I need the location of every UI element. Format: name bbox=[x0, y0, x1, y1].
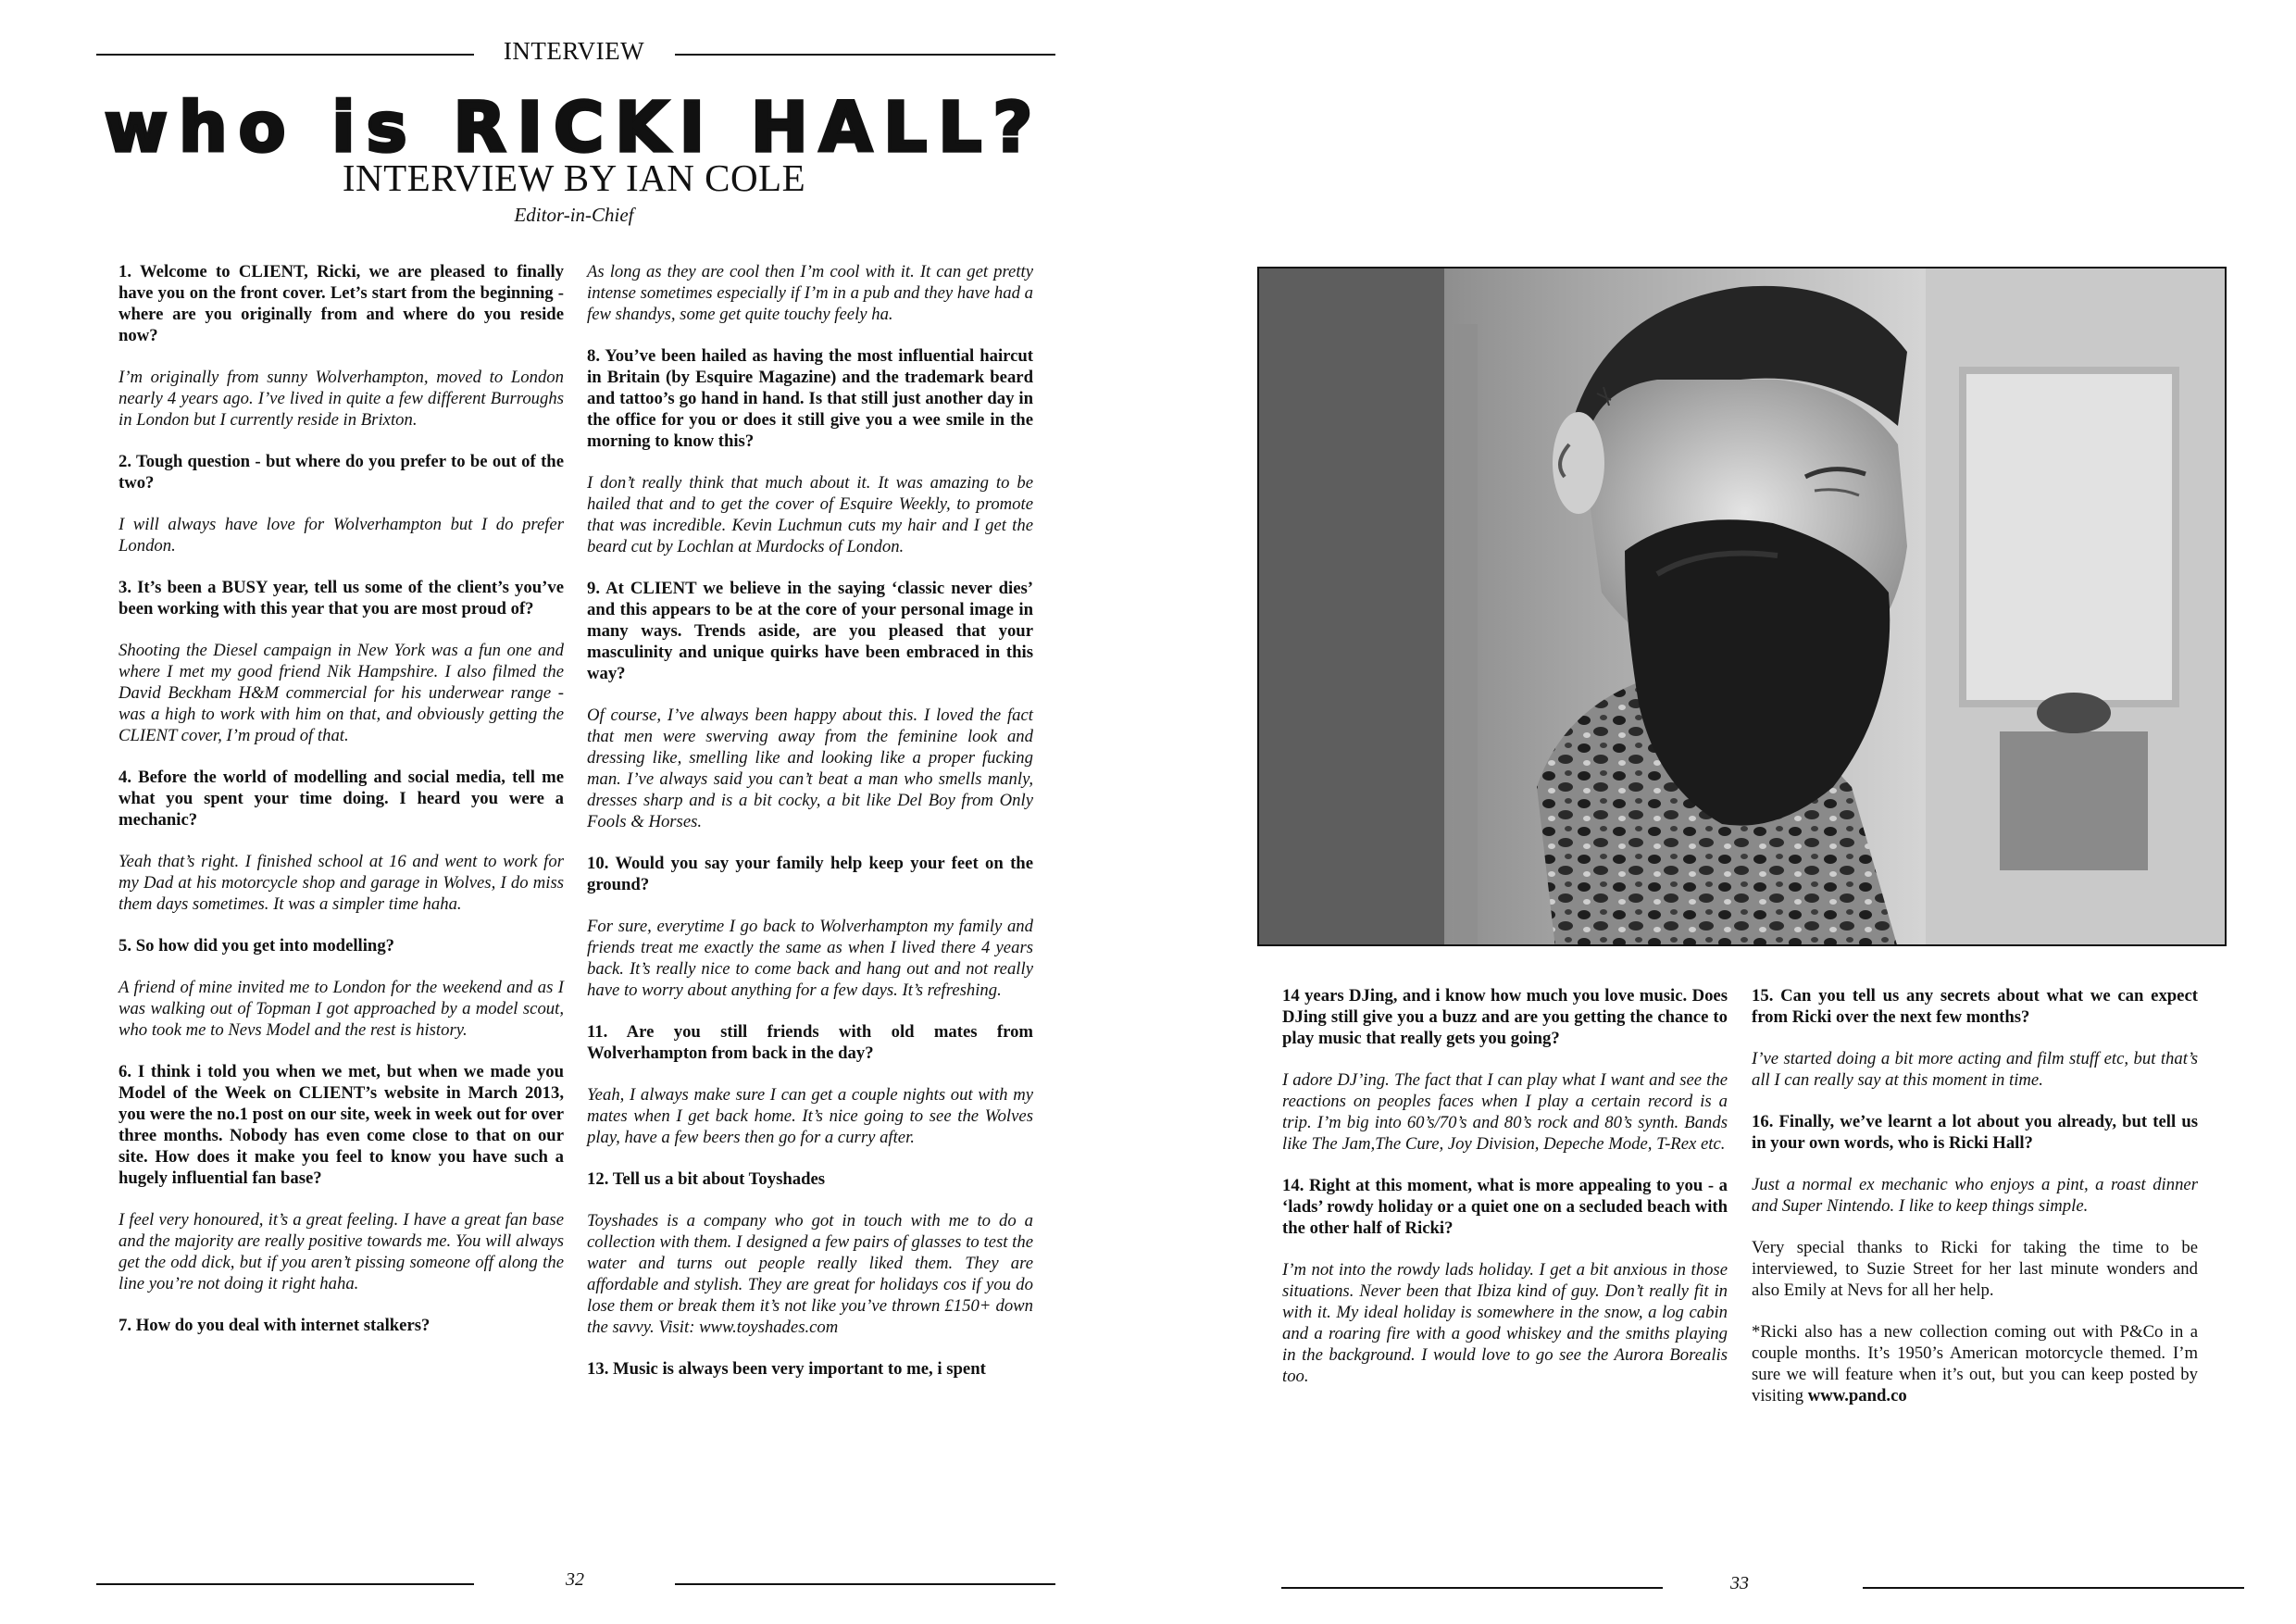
byline-role: Editor-in-Chief bbox=[514, 204, 634, 226]
interview-answer: I’ve started doing a bit more acting and film stuff etc, but that’s all I can really say at this moment in time. bbox=[1752, 1049, 2198, 1090]
article-column-4 bbox=[1752, 985, 2198, 1427]
page-title: who is RICKI HALL? bbox=[104, 88, 1044, 168]
footer-rule-right bbox=[675, 1583, 1055, 1585]
interview-question: 13. Music is always been very important to me, i spent bbox=[587, 1359, 986, 1379]
header-rule-left bbox=[96, 54, 474, 56]
closing-note: *Ricki also has a new collection coming out with P&Co in a couple months. It’s 1950’s American motorcycle themed. I’m sure we will feature when it’s out, but you can keep posted by visiting www.pand.co bbox=[1752, 1322, 2198, 1405]
interview-answer: I’m originally from sunny Wolverhampton, moved to London nearly 4 years ago. I’ve lived in quite a few different Burroughs in London but I currently reside in Brixton. bbox=[119, 368, 564, 430]
byline: INTERVIEW BY IAN COLE bbox=[342, 156, 806, 199]
article-column-1 bbox=[119, 261, 564, 1356]
interview-question: 16. Finally, we’ve learnt a lot about you already, but tell us in your own words, who is Ricki Hall? bbox=[1752, 1112, 2198, 1153]
interview-answer: Yeah, I always make sure I can get a couple nights out with my mates when I get back home. It’s nice going to see the Wolves play, have a few beers then go for a curry after. bbox=[587, 1085, 1033, 1147]
interview-question: 7. How do you deal with internet stalkers? bbox=[119, 1316, 430, 1335]
section-label: INTERVIEW bbox=[503, 37, 645, 65]
interview-question: 2. Tough question - but where do you prefer to be out of the two? bbox=[119, 452, 564, 493]
footer-rule-right-right-page bbox=[1863, 1587, 2244, 1589]
page-number: 32 bbox=[566, 1569, 584, 1590]
interview-answer: Of course, I’ve always been happy about this. I loved the fact that men were swerving away from the feminine look and dressing like, smelling like and looking like a proper fucking man. I’ve always said you can’t beat a man who smells manly, dresses sharp and is a bit cocky, a bit like Del Boy from Only Fools & Horses. bbox=[587, 706, 1033, 831]
interview-answer: I’m not into the rowdy lads holiday. I get a bit anxious in those situations. Never been that Ibiza kind of guy. Don’t really fit in with it. My ideal holiday is somewhere in the snow, a log cabin and a roaring fire with a good whiskey and the smiths playing in the background. I would love to go see the Aurora Borealis too. bbox=[1282, 1260, 1728, 1386]
interview-answer: I will always have love for Wolverhampton but I do prefer London. bbox=[119, 515, 564, 556]
interview-answer: I feel very honoured, it’s a great feeling. I have a great fan base and the majority are really positive towards me. You will always get the odd dick, but if you aren’t pissing someone off along the line you’re not doing it right haha. bbox=[119, 1210, 564, 1293]
portrait-photo-illustration bbox=[1259, 269, 2227, 946]
interview-answer: Shooting the Diesel campaign in New York was a fun one and where I met my good friend Nik Hampshire. I also filmed the David Beckham H&M commercial for his underwear range - was a high to work with him on that, and obviously getting the CLIENT cover, I’m proud of that. bbox=[119, 641, 564, 745]
interview-answer: As long as they are cool then I’m cool with it. It can get pretty intense sometimes especially if I’m in a pub and they have had a few shandys, some get quite touchy feely ha. bbox=[587, 262, 1033, 324]
footer-rule-left-right-page bbox=[1281, 1587, 1663, 1589]
interview-question: 11. Are you still friends with old mates from Wolverhampton from back in the day? bbox=[587, 1022, 1033, 1063]
article-column-3 bbox=[1282, 985, 1728, 1407]
interview-question: 14. Right at this moment, what is more appealing to you - a ‘lads’ rowdy holiday or a quiet one on a secluded beach with the other half of Ricki? bbox=[1282, 1176, 1728, 1238]
header-rule-right bbox=[675, 54, 1055, 56]
footer-rule-left bbox=[96, 1583, 474, 1585]
interview-question: 8. You’ve been hailed as having the most influential haircut in Britain (by Esquire Magazine) and the trademark beard and tattoo’s go hand in hand. Is that still just another day in the office for you or does it still give you a wee smile in the morning to know this? bbox=[587, 346, 1033, 451]
interview-question: 4. Before the world of modelling and social media, tell me what you spent your time doing. I heard you were a mechanic? bbox=[119, 768, 564, 830]
interview-answer: Just a normal ex mechanic who enjoys a pint, a roast dinner and Super Nintendo. I like to keep things simple. bbox=[1752, 1175, 2198, 1216]
interview-answer: Yeah that’s right. I finished school at 16 and went to work for my Dad at his motorcycle shop and garage in Wolves, I do miss them days sometimes. It was a simpler time haha. bbox=[119, 852, 564, 914]
interview-answer: I don’t really think that much about it. It was amazing to be hailed that and to get the cover of Esquire Weekly, to promote that was incredible. Kevin Luchmun cuts my hair and I get the beard cut by Lochlan at Murdocks of London. bbox=[587, 473, 1033, 556]
interview-answer: Toyshades is a company who got in touch with me to do a collection with them. I designed a few pairs of glasses to test the water and turns out people really liked them. They are affordable and stylish. They are great for holidays cos if you do lose them or break them it’s not like you’ve thrown £150+ down the savvy. Visit: www.toyshades.com bbox=[587, 1211, 1033, 1337]
article-column-2 bbox=[587, 261, 1033, 1400]
interview-answer: I adore DJ’ing. The fact that I can play what I want and see the reactions on peoples faces when I play a certain record is a trip. I’m big into 60’s/70’s and 80’s rock and 80’s synth. Bands like The Jam,The Cure, Joy Division, Depeche Mode, T-Rex etc. bbox=[1282, 1070, 1728, 1154]
interview-question: 6. I think i told you when we met, but when we made you Model of the Week on CLIENT’s website in March 2013, you were the no.1 post on our site, week in week out for over three months. Nobody has even come close to that on our site. How does it make you feel to know you have such a hugely influential fan base? bbox=[119, 1062, 564, 1188]
interview-question: 3. It’s been a BUSY year, tell us some of the client’s you’ve been working with this year that you are most proud of? bbox=[119, 578, 564, 618]
page-number-right: 33 bbox=[1730, 1573, 1749, 1593]
interview-answer: For sure, everytime I go back to Wolverhampton my family and friends treat me exactly the same as when I lived there 4 years back. It’s really nice to come back and hang out and not really have to worry about anything for a few days. It’s refreshing. bbox=[587, 917, 1033, 1000]
interview-question: 14 years DJing, and i know how much you love music. Does DJing still give you a buzz and are you getting the chance to play music that really gets you going? bbox=[1282, 986, 1728, 1048]
interview-question: 12. Tell us a bit about Toyshades bbox=[587, 1169, 826, 1189]
portrait-photo bbox=[1257, 267, 2227, 946]
interview-answer: A friend of mine invited me to London for the weekend and as I was walking out of Topman I got approached by a model scout, who took me to Nevs Model and the rest is history. bbox=[119, 978, 564, 1040]
interview-question: 15. Can you tell us any secrets about what we can expect from Ricki over the next few months? bbox=[1752, 986, 2198, 1027]
interview-question: 10. Would you say your family help keep your feet on the ground? bbox=[587, 854, 1033, 894]
acknowledgement-note: Very special thanks to Ricki for taking the time to be interviewed, to Suzie Street for her last minute wonders and also Emily at Nevs for all her help. bbox=[1752, 1238, 2198, 1300]
pand-link[interactable]: www.pand.co bbox=[1807, 1386, 1907, 1405]
interview-question: 1. Welcome to CLIENT, Ricki, we are pleased to finally have you on the front cover. Let’s start from the beginning - where are you originally from and where do you reside now? bbox=[119, 262, 564, 345]
interview-question: 5. So how did you get into modelling? bbox=[119, 936, 395, 956]
interview-question: 9. At CLIENT we believe in the saying ‘classic never dies’ and this appears to be at the core of your personal image in many ways. Trends aside, are you pleased that your masculinity and unique quirks have been embraced in this way? bbox=[587, 579, 1033, 683]
